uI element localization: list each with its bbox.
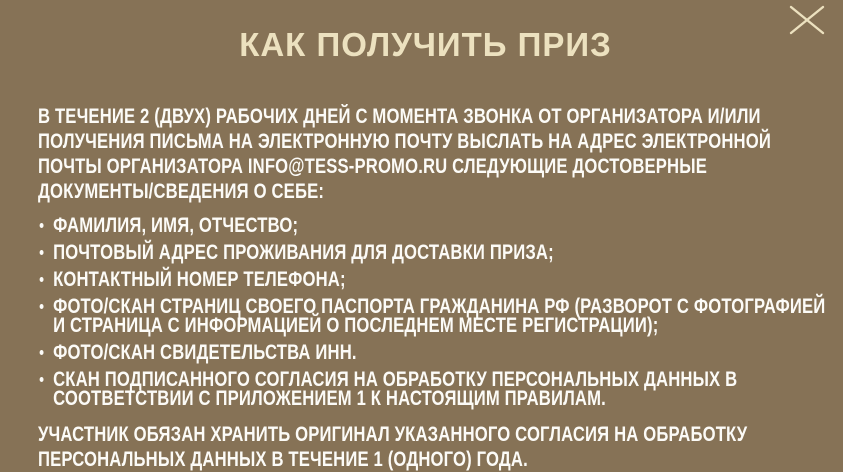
requirements-list <box>38 216 827 408</box>
list-item <box>38 216 827 235</box>
list-item-text: ФОТО/СКАН СВИДЕТЕЛЬСТВА ИНН. <box>53 341 357 364</box>
bullet-icon <box>40 250 44 255</box>
bullet-icon <box>40 304 44 309</box>
footer-paragraph: УЧАСТНИК ОБЯЗАН ХРАНИТЬ ОРИГИНАЛ УКАЗАННОГО СОГЛАСИЯ НА ОБРАБОТКУ ПЕРСОНАЛЬНЫХ ДАННЫХ В ТЕЧЕНИЕ 1 (ОДНОГО) ГОДА. <box>38 423 748 471</box>
list-item-text: ПОЧТОВЫЙ АДРЕС ПРОЖИВАНИЯ ДЛЯ ДОСТАВКИ ПРИЗА; <box>53 241 554 264</box>
modal-title: КАК ПОЛУЧИТЬ ПРИЗ <box>239 26 612 63</box>
list-item <box>38 370 827 408</box>
bullet-icon <box>40 277 44 282</box>
list-item <box>38 243 827 262</box>
bullet-icon <box>40 350 44 355</box>
bullet-icon <box>40 377 44 382</box>
intro-paragraph: В ТЕЧЕНИЕ 2 (ДВУХ) РАБОЧИХ ДНЕЙ С МОМЕНТА ЗВОНКА ОТ ОРГАНИЗАТОРА И/ИЛИ ПОЛУЧЕНИЯ ПИСЬМА НА ЭЛЕКТРОННУЮ ПОЧТУ ВЫСЛАТЬ НА АДРЕС ЭЛЕКТРОННОЙ ПОЧТЫ ОРГАНИЗАТОРА INFO@TESS-PROMO.RU СЛЕДУЮЩИЕ ДОСТОВЕРНЫЕ ДОКУМЕНТЫ/СВЕДЕНИЯ О СЕБЕ: <box>38 105 771 203</box>
close-button[interactable] <box>787 2 827 38</box>
list-item <box>38 270 827 289</box>
list-item <box>38 297 827 335</box>
list-item-text: ФОТО/СКАН СТРАНИЦ СВОЕГО ПАСПОРТА ГРАЖДАНИНА РФ (РАЗВОРОТ С ФОТОГРАФИЕЙ И СТРАНИЦА С ИНФОРМАЦИЕЙ О ПОСЛЕДНЕМ МЕСТЕ РЕГИСТРАЦИИ); <box>53 295 826 337</box>
list-item <box>38 343 827 362</box>
list-item-text: ФАМИЛИЯ, ИМЯ, ОТЧЕСТВО; <box>53 214 299 237</box>
close-icon <box>789 5 825 35</box>
list-item-text: КОНТАКТНЫЙ НОМЕР ТЕЛЕФОНА; <box>53 268 346 291</box>
modal-body <box>38 104 827 472</box>
list-item-text: СКАН ПОДПИСАННОГО СОГЛАСИЯ НА ОБРАБОТКУ ПЕРСОНАЛЬНЫХ ДАННЫХ В СООТВЕТСТВИИ С ПРИЛОЖЕНИЕМ 1 К НАСТОЯЩИМ ПРАВИЛАМ. <box>53 368 738 410</box>
bullet-icon <box>40 223 44 228</box>
